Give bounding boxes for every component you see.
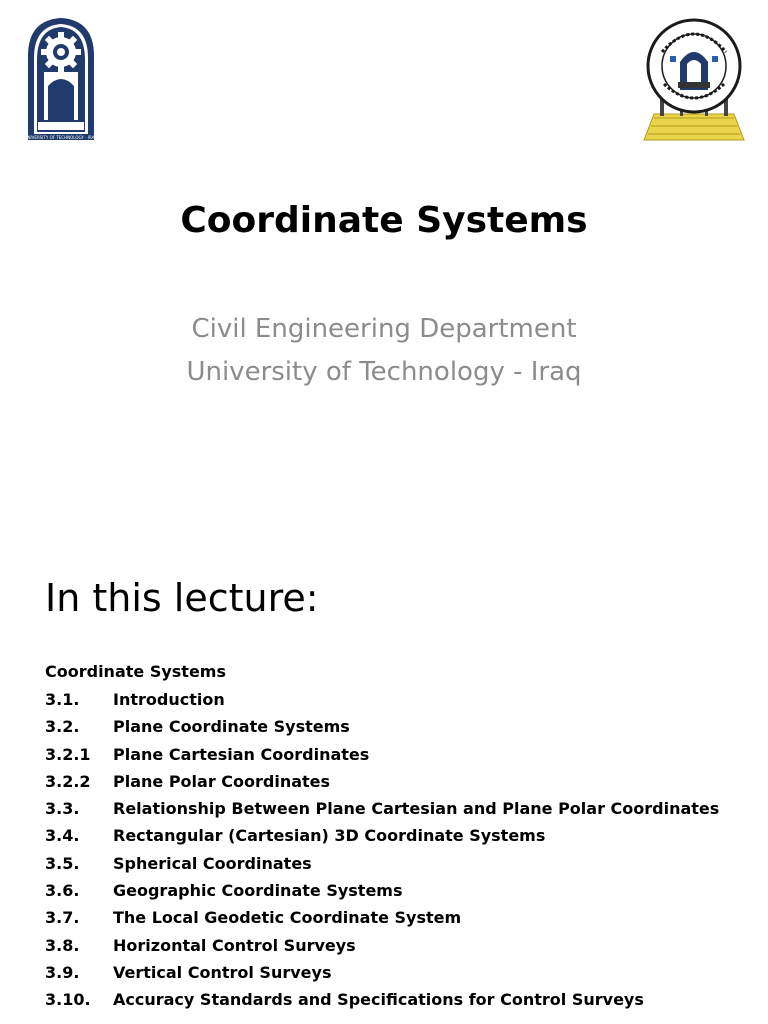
toc-item [45, 962, 719, 989]
toc-item-number: 3.6. [45, 881, 80, 901]
toc-item [45, 744, 719, 771]
toc-item-number: 3.5. [45, 853, 80, 873]
toc-item-label: Plane Coordinate Systems [113, 717, 350, 737]
toc-item-number: 3.2.2 [45, 771, 91, 791]
toc-item-label: Vertical Control Surveys [113, 962, 332, 982]
toc-item-label: Introduction [113, 690, 225, 709]
toc-item-number: 3.2.1 [45, 744, 91, 764]
toc-item-label: The Local Geodetic Coordinate System [113, 908, 462, 928]
toc-item-number: 3.1. [45, 690, 80, 709]
table-of-contents [45, 689, 719, 1017]
toc-item [45, 880, 719, 907]
department-seal-logo [640, 12, 748, 144]
toc-item [45, 716, 719, 743]
toc-item-label: Accuracy Standards and Specifications for Control Surveys [113, 990, 644, 1010]
toc-item-label: Horizontal Control Surveys [113, 935, 356, 955]
toc-item-label: Plane Cartesian Coordinates [113, 744, 370, 764]
toc-item-label: Relationship Between Plane Cartesian and Plane Polar Coordinates [113, 799, 720, 819]
svg-text:UNIVERSITY OF TECHNOLOGY - IRA: UNIVERSITY OF TECHNOLOGY - IRAQ [24, 135, 98, 140]
toc-item-number: 3.3. [45, 799, 80, 819]
university-logo [24, 16, 98, 144]
toc-item-label: Plane Polar Coordinates [113, 771, 331, 791]
department-name: Civil Engineering Department [191, 314, 577, 344]
toc-item-label: Spherical Coordinates [113, 853, 312, 873]
toc-title: Coordinate Systems [45, 662, 226, 681]
toc-item [45, 853, 719, 880]
toc-item [45, 989, 719, 1016]
toc-item-label: Rectangular (Cartesian) 3D Coordinate Systems [113, 826, 546, 846]
toc-item [45, 798, 719, 825]
subtitle [0, 308, 768, 394]
toc-item [45, 907, 719, 934]
toc-item [45, 771, 719, 798]
toc-item-number: 3.4. [45, 826, 80, 846]
toc-item [45, 825, 719, 852]
toc-item-number: 3.8. [45, 935, 80, 955]
toc-item-number: 3.7. [45, 908, 80, 928]
toc-item [45, 689, 719, 716]
toc-item-number: 3.9. [45, 962, 80, 982]
slide-title: Coordinate Systems [180, 200, 588, 241]
toc-item-number: 3.10. [45, 990, 91, 1010]
toc-item [45, 935, 719, 962]
lecture-heading: In this lecture: [45, 576, 319, 620]
toc-item-number: 3.2. [45, 717, 80, 737]
university-name: University of Technology - Iraq [186, 357, 582, 387]
toc-item-label: Geographic Coordinate Systems [113, 881, 403, 901]
